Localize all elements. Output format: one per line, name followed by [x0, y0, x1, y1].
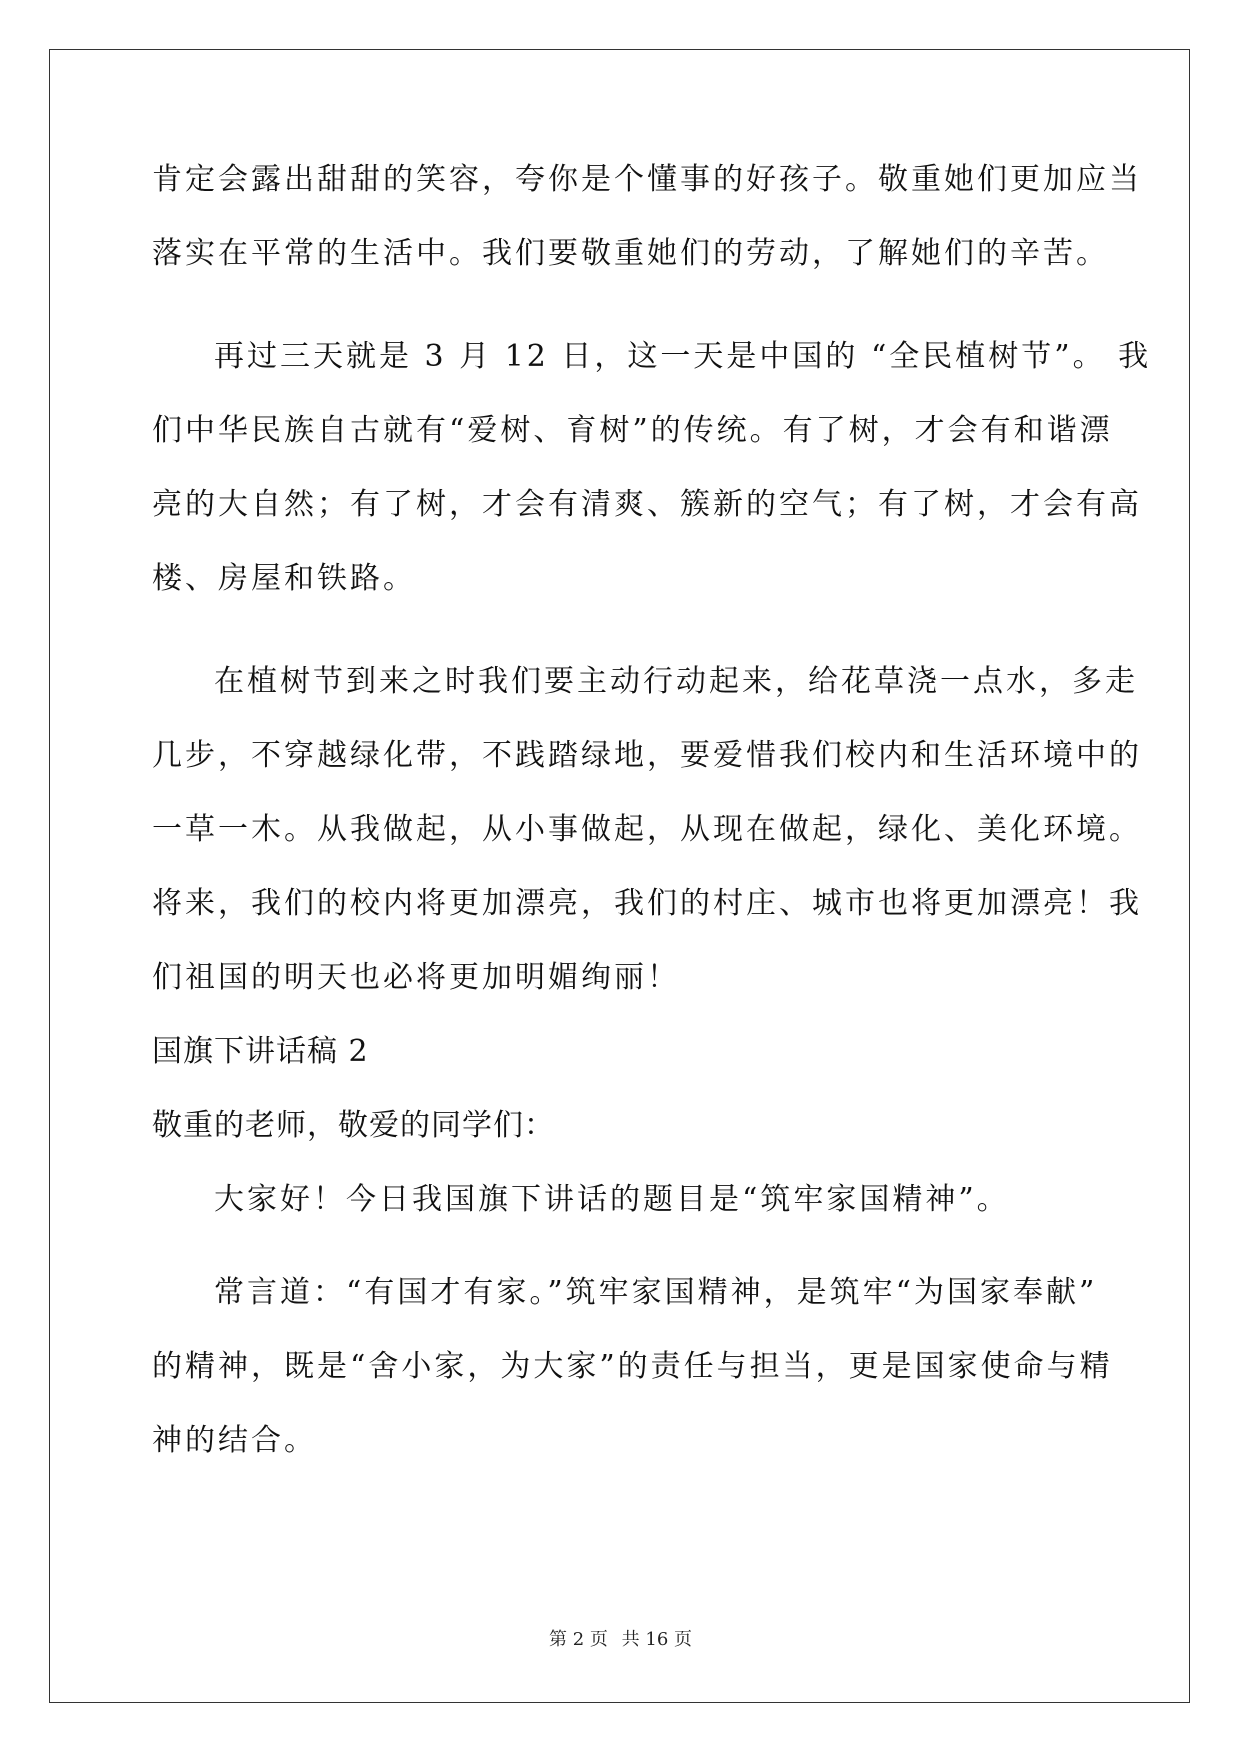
text-line: 在植树节到来之时我们要主动行动起来，给花草浇一点水，多走 [214, 664, 1138, 699]
salutation: 敬重的老师，敬爱的同学们： [152, 1108, 555, 1143]
text-line: 常言道：“有国才有家。”筑牢家国精神，是筑牢“为国家奉献” [214, 1275, 1098, 1310]
text-line: 们中华民族自古就有“爱树、育树”的传统。有了树，才会有和谐漂 [152, 413, 1113, 448]
text-line: 神的结合。 [152, 1423, 317, 1458]
text-line: 肯定会露出甜甜的笑容，夸你是个懂事的好孩子。敬重她们更加应当 [152, 162, 1142, 197]
text-line: 大家好！今日我国旗下讲话的题目是“筑牢家国精神”。 [214, 1182, 1010, 1217]
text-line: 再过三天就是 3 月 12 日，这一天是中国的 “全民植树节”。 我 [214, 339, 1152, 374]
text-line: 几步，不穿越绿化带，不践踏绿地，要爱惜我们校内和生活环境中的 [152, 738, 1142, 773]
page-footer [0, 1628, 1241, 1652]
page-number: 第 2 页 [549, 1629, 608, 1650]
text-line: 楼、房屋和铁路。 [152, 561, 416, 596]
section-heading: 国旗下讲话稿 2 [152, 1034, 369, 1069]
text-line: 的精神，既是“舍小家，为大家”的责任与担当，更是国家使命与精 [152, 1349, 1113, 1384]
text-line: 们祖国的明天也必将更加明媚绚丽！ [152, 960, 680, 995]
text-line: 落实在平常的生活中。我们要敬重她们的劳动，了解她们的辛苦。 [152, 236, 1109, 271]
page-total: 共 16 页 [621, 1629, 692, 1650]
text-line: 一草一木。从我做起，从小事做起，从现在做起，绿化、美化环境。 [152, 812, 1142, 847]
text-line: 亮的大自然；有了树，才会有清爽、簇新的空气；有了树，才会有高 [152, 487, 1142, 522]
text-line: 将来，我们的校内将更加漂亮，我们的村庄、城市也将更加漂亮！我 [152, 886, 1142, 921]
